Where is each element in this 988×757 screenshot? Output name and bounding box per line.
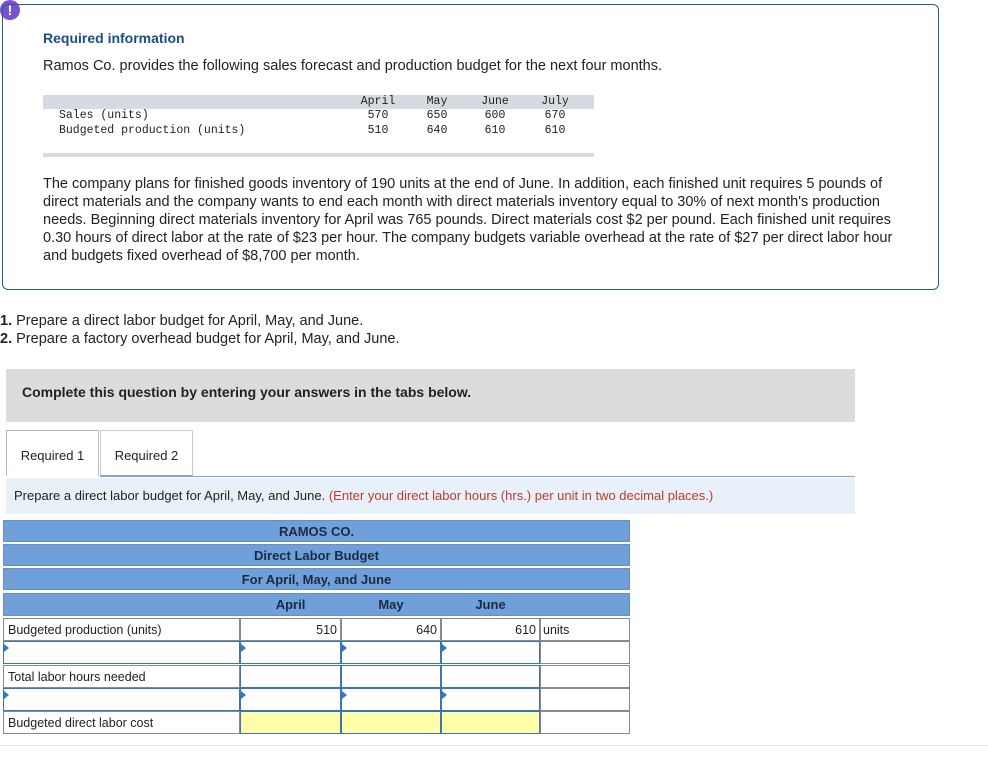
instruction-bar	[6, 478, 855, 514]
total-hours-april-input[interactable]	[240, 665, 341, 688]
tab-divider	[100, 476, 855, 477]
required-info-paragraph: The company plans for finished goods inventory of 190 units at the end of June. In addition, each finished unit requires 5 pounds of direct materials and the company wants to end each month with direct materials inventory equal to 30% of next month's production needs. Beginning direct materials inventory for April was 765 pounds. Direct materials cost $2 per pound. Each finished unit requires 0.30 hours of direct labor at the rate of $23 per hour. The company budgets variable overhead at the rate of $27 per direct labor hour and budgets fixed overhead of $8,700 per month.	[43, 176, 893, 264]
dropdown-marker-icon	[241, 691, 246, 699]
row-unit	[540, 688, 630, 711]
column-april: April	[275, 597, 306, 612]
dropdown-marker-icon	[241, 644, 246, 652]
dropdown-marker-icon	[442, 691, 447, 699]
task-item: 1. Prepare a direct labor budget for April, May, and June.	[0, 313, 364, 329]
required-info-title: Required information	[43, 30, 185, 46]
budget-company: RAMOS CO.	[3, 520, 630, 542]
forecast-value: 670	[544, 109, 566, 122]
rate-june-input[interactable]	[441, 688, 540, 711]
complete-banner	[6, 369, 855, 422]
row-label: Budgeted production (units)	[3, 618, 240, 641]
row-label: Total labor hours needed	[3, 665, 240, 688]
hours-per-unit-may-input[interactable]	[341, 641, 441, 664]
forecast-month-july: July	[541, 95, 569, 108]
alert-icon: !	[0, 0, 20, 20]
sales-forecast-table	[43, 95, 594, 157]
forecast-row-label: Budgeted production (units)	[59, 124, 246, 137]
row-label: Budgeted direct labor cost	[3, 711, 240, 734]
required-info-intro: Ramos Co. provides the following sales forecast and production budget for the next four months.	[43, 58, 663, 74]
labor-cost-april-input[interactable]	[240, 711, 341, 734]
budget-title: Direct Labor Budget	[3, 544, 630, 566]
tab-required-1[interactable]: Required 1	[6, 430, 99, 476]
dropdown-marker-icon	[4, 691, 9, 699]
production-unit: units	[540, 618, 630, 641]
task-item: 2. Prepare a factory overhead budget for April, May, and June.	[0, 331, 400, 347]
forecast-value: 570	[367, 109, 389, 122]
rate-may-input[interactable]	[341, 688, 441, 711]
hours-per-unit-june-input[interactable]	[441, 641, 540, 664]
forecast-month-june: June	[481, 95, 509, 108]
column-may: May	[378, 597, 404, 612]
forecast-month-may: May	[426, 95, 448, 108]
instruction-note: (Enter your direct labor hours (hrs.) per unit in two decimal places.)	[328, 488, 714, 503]
rate-april-input[interactable]	[240, 688, 341, 711]
row-unit	[540, 665, 630, 688]
column-june: June	[475, 597, 506, 612]
total-hours-may-input[interactable]	[341, 665, 441, 688]
forecast-value: 640	[426, 124, 448, 137]
forecast-month-april: April	[360, 95, 396, 108]
labor-cost-may-input[interactable]	[341, 711, 441, 734]
production-april: 510	[240, 618, 341, 641]
row-unit	[540, 711, 630, 734]
complete-banner-text: Complete this question by entering your answers in the tabs below.	[22, 384, 472, 400]
budget-column-header-row	[3, 593, 630, 616]
forecast-row-production	[43, 124, 594, 139]
hours-per-unit-april-input[interactable]	[240, 641, 341, 664]
forecast-value: 610	[544, 124, 566, 137]
forecast-value: 650	[426, 109, 448, 122]
forecast-value: 510	[367, 124, 389, 137]
dropdown-marker-icon	[4, 644, 9, 652]
tab-required-2[interactable]: Required 2	[100, 430, 193, 476]
labor-cost-june-input[interactable]	[441, 711, 540, 734]
bottom-divider	[0, 745, 988, 746]
row-unit	[540, 641, 630, 664]
forecast-row-sales	[43, 109, 594, 124]
row-label-input[interactable]	[3, 688, 240, 711]
dropdown-marker-icon	[342, 691, 347, 699]
task-list	[0, 312, 400, 348]
forecast-divider	[43, 153, 594, 157]
forecast-row-label: Sales (units)	[59, 109, 149, 122]
forecast-value: 610	[484, 124, 506, 137]
dropdown-marker-icon	[342, 644, 347, 652]
dropdown-marker-icon	[442, 644, 447, 652]
forecast-value: 600	[484, 109, 506, 122]
row-label-input[interactable]	[3, 641, 240, 664]
total-hours-june-input[interactable]	[441, 665, 540, 688]
instruction-text: Prepare a direct labor budget for April, May, and June. (Enter your direct labor hours (hrs.) per unit in two decimal places.)	[14, 488, 714, 503]
production-may: 640	[341, 618, 441, 641]
budget-period: For April, May, and June	[3, 568, 630, 590]
production-june: 610	[441, 618, 540, 641]
